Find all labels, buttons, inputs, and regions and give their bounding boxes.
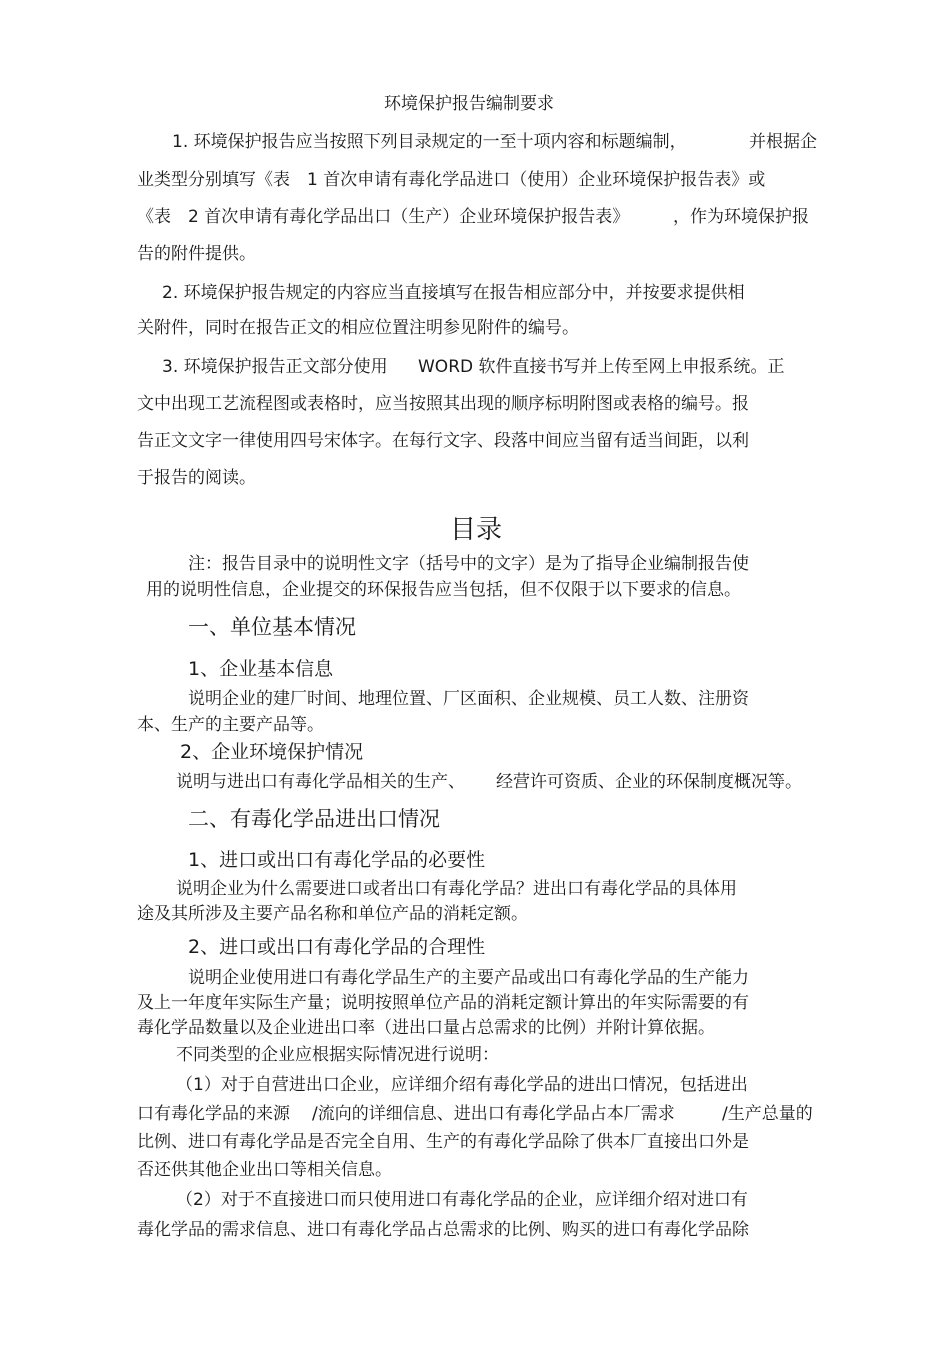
document-title: 环境保护报告编制要求 [384,94,554,114]
section2-types-intro: 不同类型的企业应根据实际情况进行说明： [176,1045,499,1065]
para3-line4: 于报告的阅读。 [137,468,256,488]
section1-heading: 一、单位基本情况 [188,615,356,639]
section2-item1-line1: （1）对于自营进出口企业，应详细介绍有毒化学品的进出口情况，包括进出 [176,1075,748,1095]
section2-item1-line3: 比例、进口有毒化学品是否完全自用、生产的有毒化学品除了供本厂直接出口外是 [137,1132,749,1152]
section1-sub1: 1、企业基本信息 [188,658,334,680]
section2-sub2-line1: 说明企业使用进口有毒化学品生产的主要产品或出口有毒化学品的生产能力 [188,968,749,988]
para2-line1: 2. 环境保护报告规定的内容应当直接填写在报告相应部分中，并按要求提供相 [162,283,745,303]
section1-sub1-line2: 本、生产的主要产品等。 [137,715,324,735]
para3-line1: 3. 环境保护报告正文部分使用 [162,357,388,377]
section2-sub1-line2: 途及其所涉及主要产品名称和单位产品的消耗定额。 [137,904,528,924]
section2-sub1: 1、进口或出口有毒化学品的必要性 [188,849,486,871]
para1-line3-end: ，作为环境保护报 [673,207,809,227]
section2-heading: 二、有毒化学品进出口情况 [188,807,440,831]
section2-sub1-line1: 说明企业为什么需要进口或者出口有毒化学品？进出口有毒化学品的具体用 [176,879,737,899]
section2-item1-line2-end: /生产总量的 [722,1104,813,1124]
section2-item1-line2-mid: /流向的详细信息、进出口有毒化学品占本厂需求 [312,1104,675,1124]
para1-line1: 1. 环境保护报告应当按照下列目录规定的一至十项内容和标题编制， [172,132,687,152]
para3-line2: 文中出现工艺流程图或表格时，应当按照其出现的顺序标明附图或表格的编号。报 [137,394,749,414]
section2-item2-line2: 毒化学品的需求信息、进口有毒化学品占总需求的比例、购买的进口有毒化学品除 [137,1220,749,1240]
section2-item1-line2: 口有毒化学品的来源 [137,1104,290,1124]
section1-sub2: 2、企业环境保护情况 [180,741,364,763]
para2-line2: 关附件，同时在报告正文的相应位置注明参见附件的编号。 [137,318,579,338]
section1-sub2-line1-end: 经营许可资质、企业的环保制度概况等。 [496,772,802,792]
note-line1: 注：报告目录中的说明性文字（括号中的文字）是为了指导企业编制报告使 [188,554,749,574]
section2-sub2-line3: 毒化学品数量以及企业进出口率（进出口量占总需求的比例）并附计算依据。 [137,1018,715,1038]
section2-item1-line4: 否还供其他企业出口等相关信息。 [137,1160,392,1180]
para3-line3: 告正文文字一律使用四号宋体字。在每行文字、段落中间应当留有适当间距，以利 [137,431,749,451]
para1-line4: 告的附件提供。 [137,244,256,264]
para1-line1-end: 并根据企 [749,132,817,152]
para3-line1-end: WORD 软件直接书写并上传至网上申报系统。正 [418,357,785,377]
section2-sub2: 2、进口或出口有毒化学品的合理性 [188,936,486,958]
section1-sub2-line1: 说明与进出口有毒化学品相关的生产、 [176,772,465,792]
note-line2: 用的说明性信息，企业提交的环保报告应当包括，但不仅限于以下要求的信息。 [146,580,741,600]
section2-sub2-line2: 及上一年度年实际生产量；说明按照单位产品的消耗定额计算出的年实际需要的有 [137,993,749,1013]
toc-title: 目录 [450,515,503,545]
para1-line2: 业类型分别填写《表 1 首次申请有毒化学品进口（使用）企业环境保护报告表》或 [137,170,766,190]
para1-line3: 《表 2 首次申请有毒化学品出口（生产）企业环境保护报告表》 [137,207,630,227]
section1-sub1-line1: 说明企业的建厂时间、地理位置、厂区面积、企业规模、员工人数、注册资 [188,689,749,709]
section2-item2-line1: （2）对于不直接进口而只使用进口有毒化学品的企业，应详细介绍对进口有 [176,1190,748,1210]
